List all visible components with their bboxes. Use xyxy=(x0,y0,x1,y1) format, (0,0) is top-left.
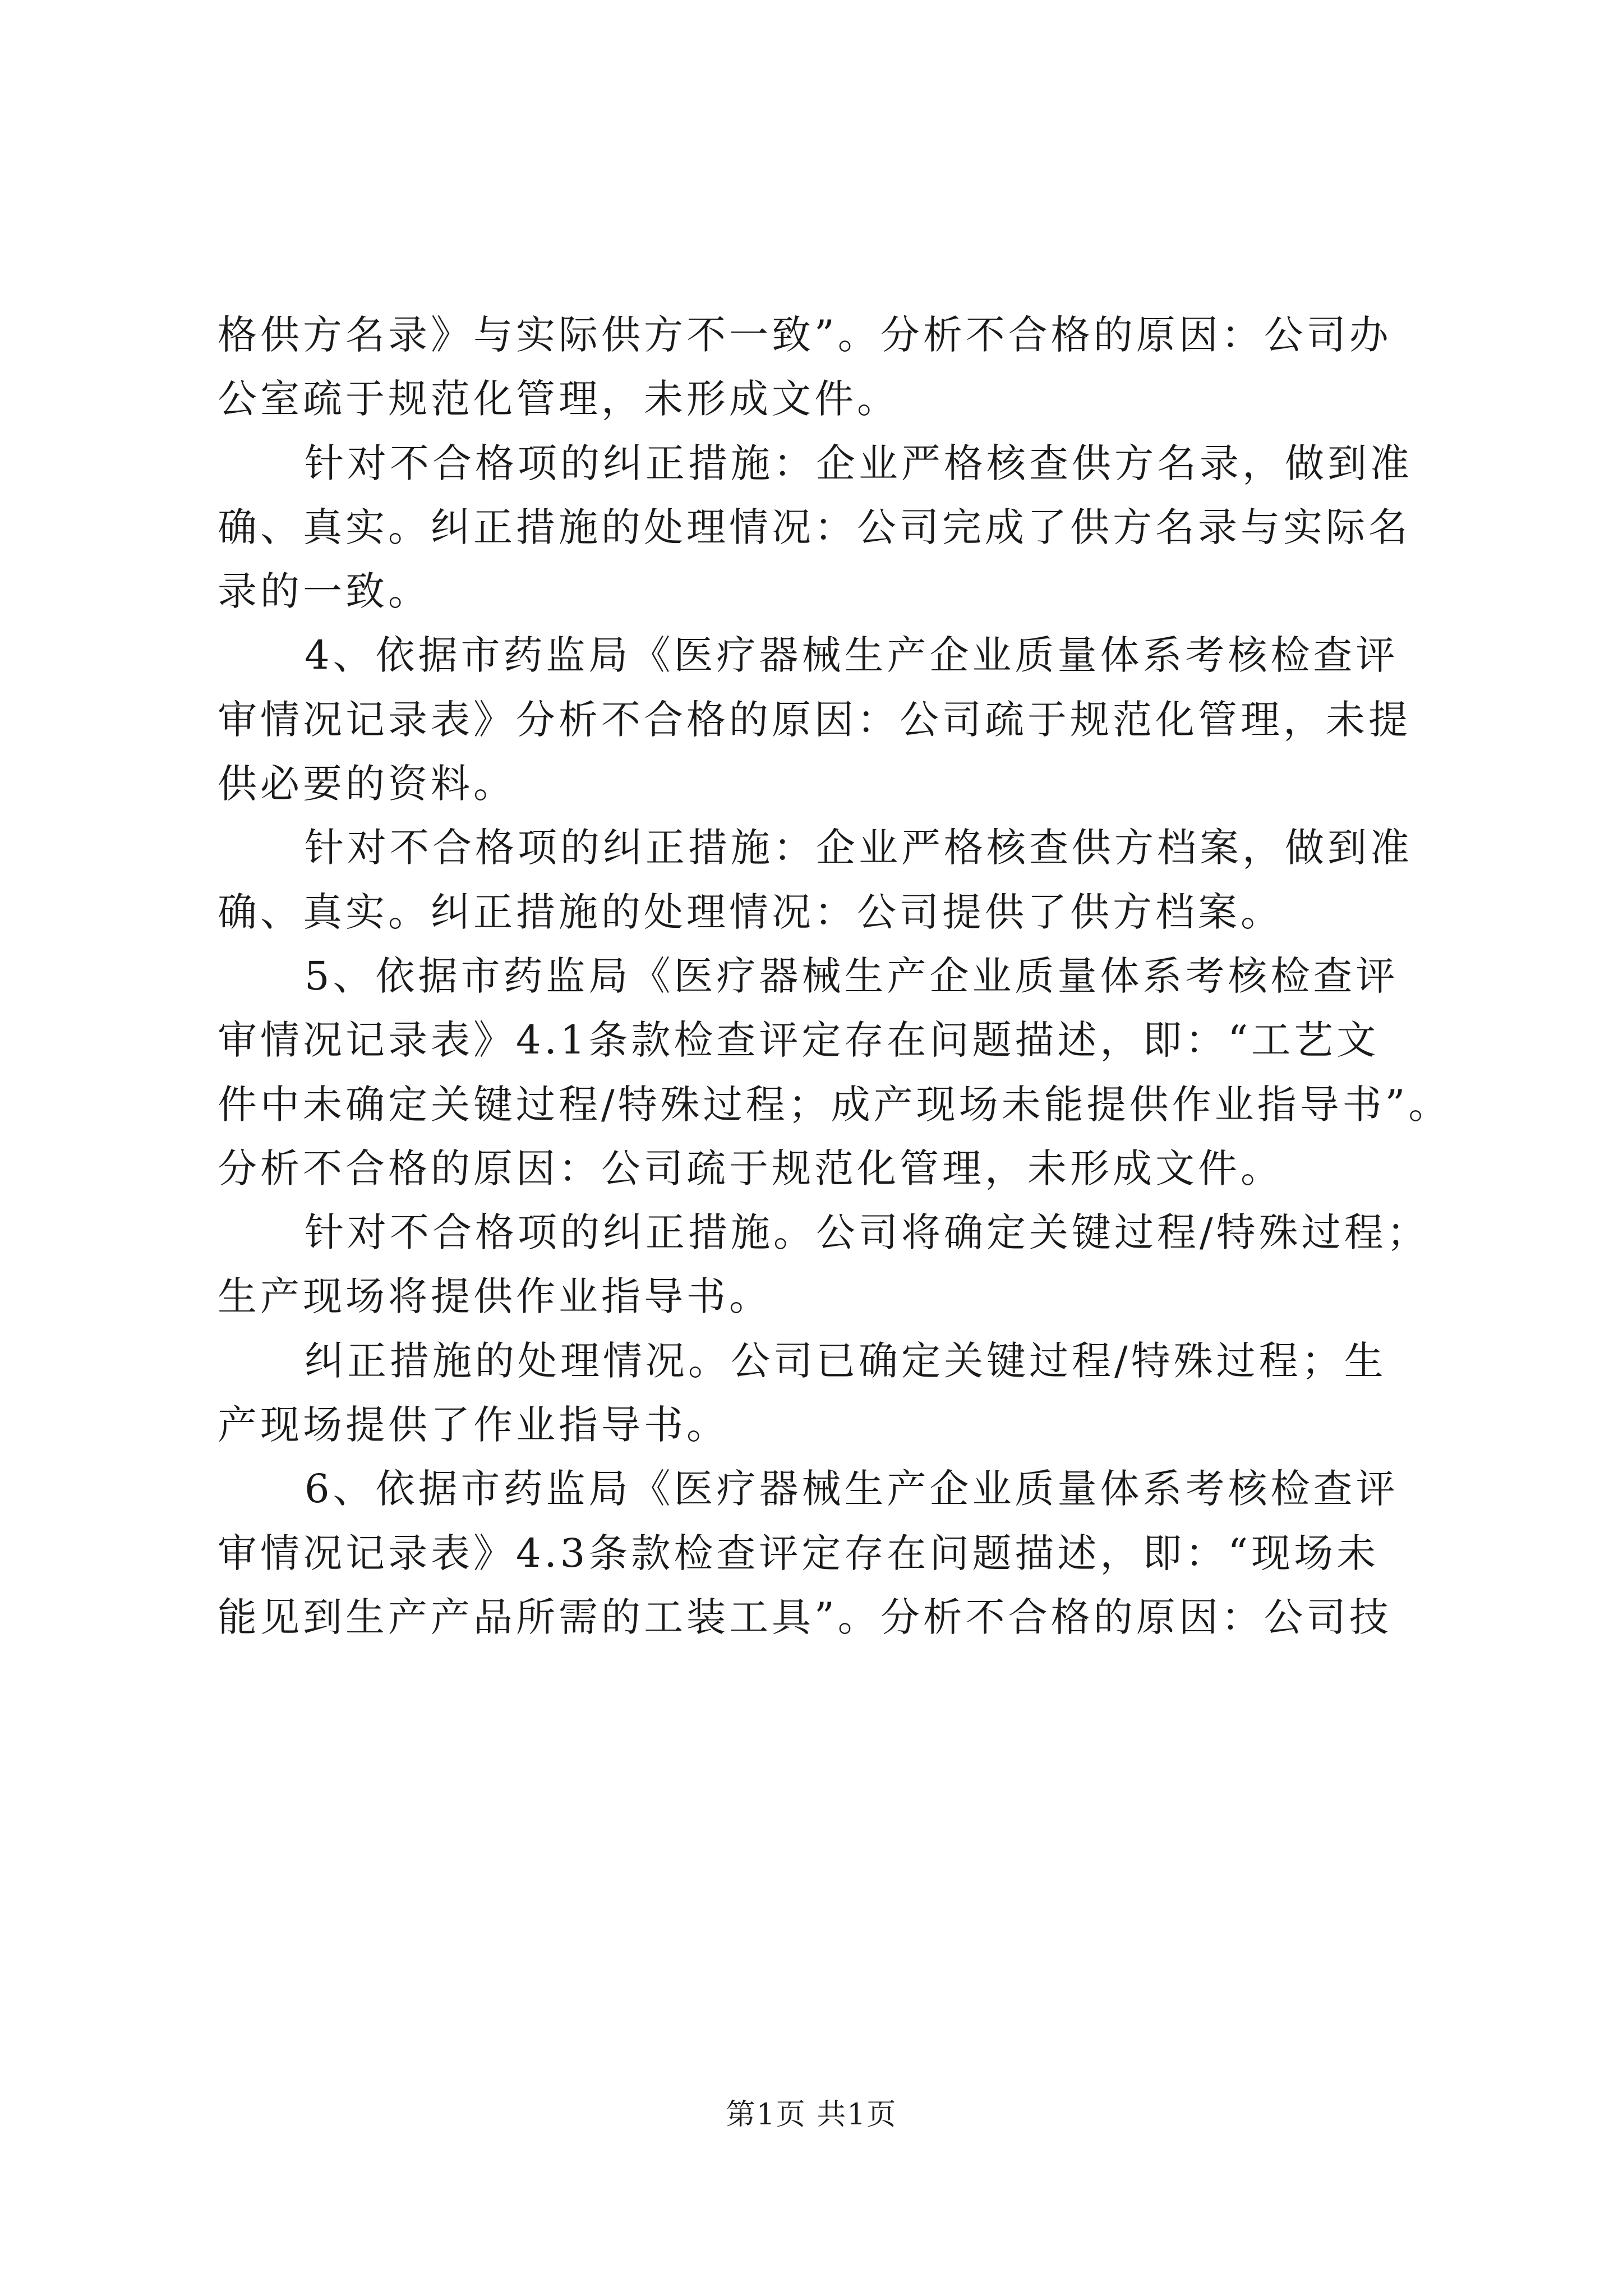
text-line: 纠正措施的处理情况。公司已确定关键过程/特殊过程；生 xyxy=(305,1337,1387,1384)
document-body xyxy=(218,303,1479,1649)
text-line: 供必要的资料。 xyxy=(218,761,516,807)
text-line: 审情况记录表》4.3条款检查评定存在问题描述，即：“现场未 xyxy=(218,1530,1380,1576)
text-line: 6、依据市药监局《医疗器械生产企业质量体系考核检查评 xyxy=(305,1466,1399,1512)
text-line: 分析不合格的原因：公司疏于规范化管理，未形成文件。 xyxy=(218,1145,1283,1191)
page-number-footer: 第1页 共1页 xyxy=(726,2098,897,2132)
text-line: 针对不合格项的纠正措施：企业严格核查供方档案，做到准 xyxy=(305,825,1413,871)
text-line: 针对不合格项的纠正措施：企业严格核查供方名录，做到准 xyxy=(305,440,1413,486)
text-line: 能见到生产产品所需的工装工具”。分析不合格的原因：公司技 xyxy=(218,1594,1392,1640)
text-line: 录的一致。 xyxy=(218,568,431,615)
text-line: 审情况记录表》4.1条款检查评定存在问题描述，即：“工艺文 xyxy=(218,1017,1380,1064)
text-line: 5、依据市药监局《医疗器械生产企业质量体系考核检查评 xyxy=(305,953,1399,999)
text-line: 确、真实。纠正措施的处理情况：公司提供了供方档案。 xyxy=(218,889,1283,935)
text-line: 格供方名录》与实际供方不一致”。分析不合格的原因：公司办 xyxy=(218,312,1392,358)
text-line: 公室疏于规范化管理，未形成文件。 xyxy=(218,376,900,422)
text-line: 审情况记录表》分析不合格的原因：公司疏于规范化管理，未提 xyxy=(218,696,1411,743)
text-line: 针对不合格项的纠正措施。公司将确定关键过程/特殊过程； xyxy=(305,1209,1430,1256)
text-line: 产现场提供了作业指导书。 xyxy=(218,1402,729,1448)
text-line: 件中未确定关键过程/特殊过程；成产现场未能提供作业指导书”。 xyxy=(218,1081,1451,1128)
text-line: 确、真实。纠正措施的处理情况：公司完成了供方名录与实际名 xyxy=(218,504,1411,550)
text-line: 4、依据市药监局《医疗器械生产企业质量体系考核检查评 xyxy=(305,632,1399,679)
text-line: 生产现场将提供作业指导书。 xyxy=(218,1273,772,1320)
